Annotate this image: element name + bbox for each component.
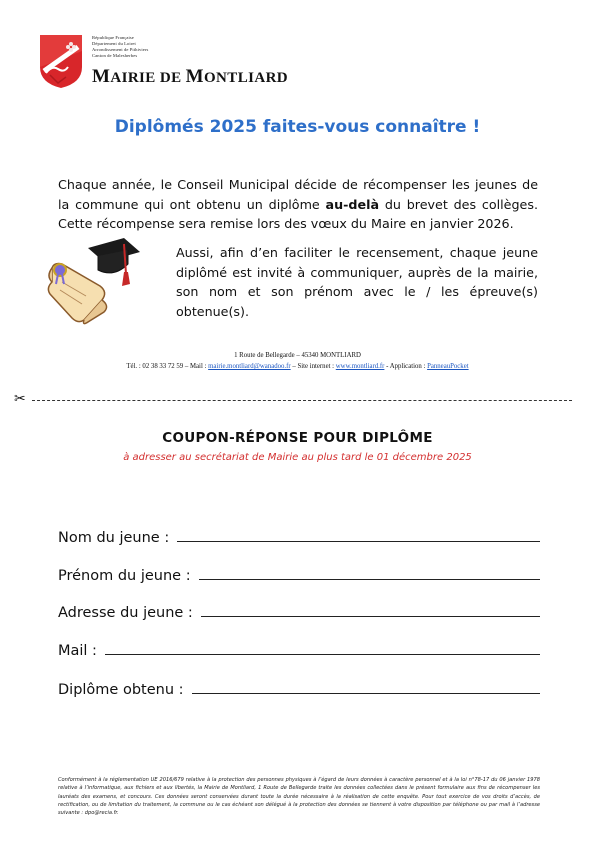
- admin-line: Arrondissement de Pithiviers: [92, 47, 149, 52]
- diploma-graduation-cap-icon: [44, 234, 142, 326]
- contact-line: [0, 361, 595, 372]
- mairie-text: AIRIE DE: [110, 70, 186, 86]
- field-label: Nom du jeune :: [58, 530, 170, 546]
- site-label: – Site internet :: [290, 363, 336, 370]
- tel-text: Tél. : 02 38 33 72 59 – Mail :: [126, 363, 209, 370]
- field-mail[interactable]: [58, 637, 540, 659]
- fill-line[interactable]: [199, 578, 540, 580]
- intro-paragraph: [58, 175, 538, 234]
- fill-line[interactable]: [177, 540, 540, 542]
- coupon-subtitle: à adresser au secrétariat de Mairie au plus tard le 01 décembre 2025: [123, 452, 472, 463]
- admin-line: Département du Loiret: [92, 41, 136, 46]
- contact-block: [0, 350, 595, 372]
- app-label: - Application :: [384, 363, 428, 370]
- administrative-lines: [92, 35, 148, 59]
- legal-notice: Conformément à la réglementation UE 2016/679 relative à la protection des personnes physiques à l’égard de leurs données à caractère personnel et à la loi n°78-17 du 06 janvier 1978 relative à l’informatique, aux fichiers et aux libertés, la Mairie de Montliard, 1 Route de Bellegarde traite les données collectées dans le présent formulaire aux fins de récompenser les lauréats des examens, et concours. Ces données seront conservées durant toute la durée nécessaire à la réalisation de cette enquête. Pour tout exercice de vos droits d’accès, de rectification, ou de limitation du traitement, la commune ou le cas échéant son délégué à la protection des données se tiennent à votre disposition par téléphone ou par mail à l’adresse suivante : dpo@recia.fr.: [58, 777, 540, 817]
- page-title: Diplômés 2025 faites-vous connaître !: [114, 117, 481, 137]
- cut-line: [32, 400, 572, 401]
- mairie-text-2: ONTLIARD: [203, 70, 289, 86]
- mairie-name: [92, 66, 288, 88]
- fill-line[interactable]: [201, 615, 540, 617]
- intro-bold: au-delà: [325, 196, 380, 212]
- admin-line: République Française: [92, 35, 134, 40]
- field-diplome[interactable]: [58, 676, 540, 698]
- recensement-paragraph: Aussi, afin d’en faciliter le recensement, chaque jeune diplômé est invité à communiquer, auprès de la mairie, son nom et son prénom avec le / les épreuve(s) obtenue(s).: [176, 245, 538, 319]
- mail-link[interactable]: mairie.montliard@wanadoo.fr: [208, 363, 291, 370]
- field-label: Mail :: [58, 643, 97, 659]
- admin-line: Canton de Malesherbes: [92, 53, 138, 58]
- field-adresse[interactable]: [58, 599, 540, 621]
- field-label: Prénom du jeune :: [58, 568, 191, 584]
- coupon-title: COUPON-RÉPONSE POUR DIPLÔME: [162, 430, 433, 446]
- fill-line[interactable]: [192, 692, 540, 694]
- scissors-icon: ✂: [14, 391, 26, 407]
- field-label: Diplôme obtenu :: [58, 682, 184, 698]
- intro-text-1: Chaque année, le Conseil Municipal décide de récompenser les jeunes de la commune qui ont obtenu un diplôme: [58, 177, 538, 212]
- mairie-initial-2: M: [185, 66, 204, 87]
- field-label: Adresse du jeune :: [58, 605, 193, 621]
- coat-of-arms-icon: [38, 33, 84, 89]
- field-prenom[interactable]: [58, 562, 540, 584]
- field-nom[interactable]: [58, 524, 540, 546]
- intro-text-2: du brevet des collèges. Cette récompense sera remise lors des vœux du Maire en janvier 2026.: [58, 196, 538, 231]
- address-line: 1 Route de Bellegarde – 45340 MONTLIARD: [234, 352, 361, 359]
- app-link[interactable]: PanneauPocket: [427, 363, 469, 370]
- mairie-initial: M: [92, 66, 111, 87]
- site-link[interactable]: www.montliard.fr: [335, 363, 385, 370]
- fill-line[interactable]: [105, 653, 540, 655]
